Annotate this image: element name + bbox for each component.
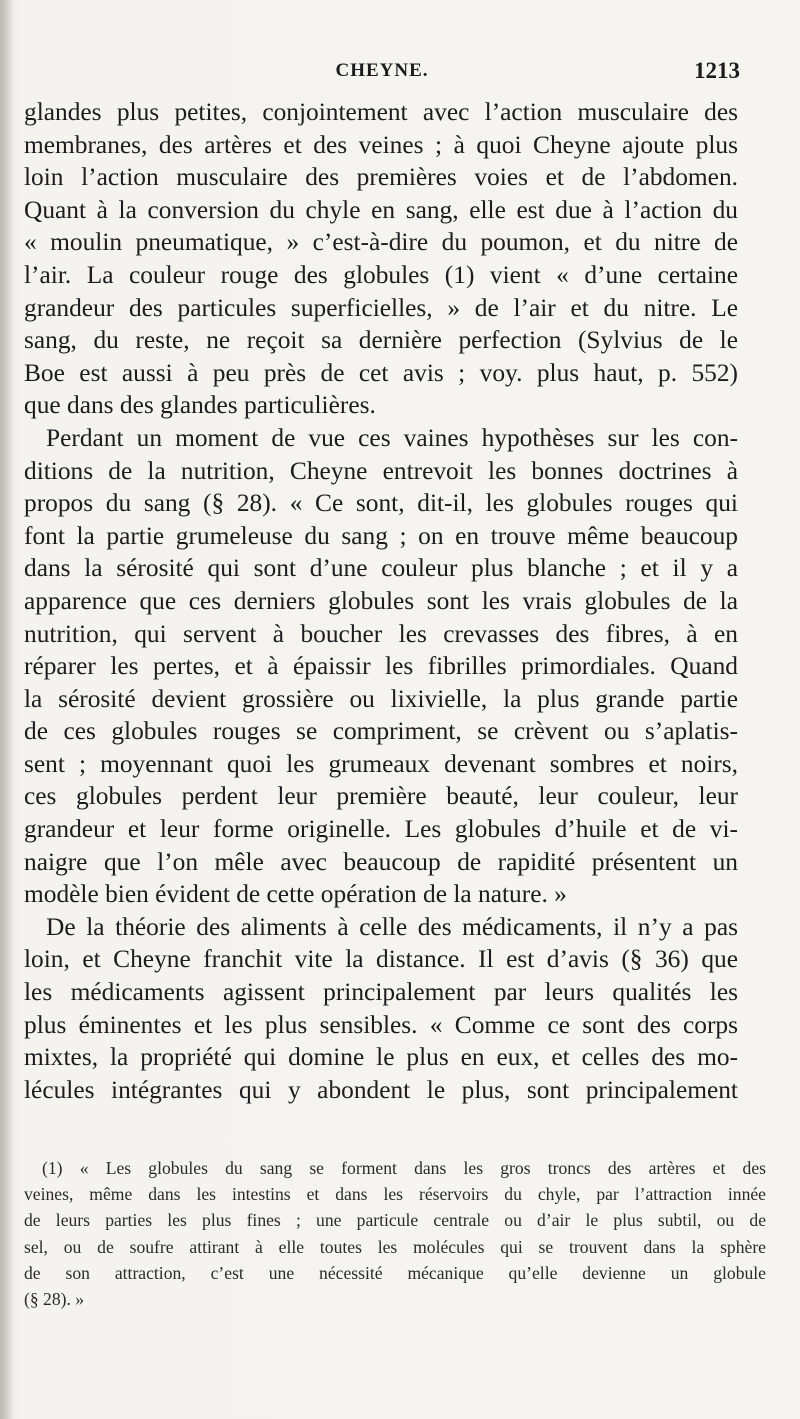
text-line: les médicaments agissent principalement par leurs qualités les [24, 978, 738, 1007]
text-line: « moulin pneumatique, » c’est-à-dire du poumon, et du nitre de [24, 228, 738, 257]
text-line: réparer les pertes, et à épaissir les fibrilles primordiales. Quand [24, 652, 738, 681]
footnote-line: de son attraction, c’est une nécessité mécanique qu’elle devienne un globule [24, 1262, 766, 1283]
page-number: 1213 [694, 58, 740, 83]
footnotes [24, 1155, 766, 1312]
text-line: apparence que ces derniers globules sont les vrais globules de la [24, 586, 738, 615]
text-line: plus éminentes et les plus sensibles. « Comme ce sont des corps [24, 1010, 738, 1039]
text-line: nutrition, qui servent à boucher les crevasses des fibres, à en [24, 619, 738, 648]
footnote-line: (1) « Les globules du sang se forment dans les gros troncs des artères et des [42, 1158, 766, 1178]
text-line: de ces globules rouges se compriment, se crèvent ou s’aplatis- [24, 717, 738, 746]
text-line: lécules intégrantes qui y abondent le plus, sont principalement [24, 1075, 738, 1104]
text-line: mixtes, la propriété qui domine le plus en eux, et celles des mo- [24, 1043, 738, 1072]
text-line: sang, du reste, ne reçoit sa dernière perfection (Sylvius de le [24, 326, 738, 355]
text-line: De la théorie des aliments à celle des médicaments, il n’y a pas [46, 912, 738, 941]
footnote-line: veines, même dans les intestins et dans les réservoirs du chyle, par l’attraction innée [24, 1184, 766, 1205]
text-line: l’air. La couleur rouge des globules (1) vient « d’une certaine [24, 260, 738, 289]
text-line: membranes, des artères et des veines ; à quoi Cheyne ajoute plus [24, 130, 738, 159]
running-title: CHEYNE. [335, 60, 429, 81]
running-head [24, 58, 740, 88]
text-line: la sérosité devient grossière ou lixivielle, la plus grande partie [24, 684, 738, 713]
text-line: ditions de la nutrition, Cheyne entrevoit les bonnes doctrines à [24, 456, 738, 485]
footnote-line: sel, ou de soufre attirant à elle toutes les molécules qui se trouvent dans la sphère [24, 1236, 766, 1257]
binding-shadow [0, 0, 14, 1419]
text-line: font la partie grumeleuse du sang ; on en trouve même beaucoup [24, 521, 738, 550]
body-text [24, 96, 738, 1106]
text-line: loin l’action musculaire des premières voies et de l’abdomen. [24, 163, 738, 192]
text-line: Boe est aussi à peu près de cet avis ; voy. plus haut, p. 552) [24, 358, 738, 387]
text-line: propos du sang (§ 28). « Ce sont, dit-il, les globules rouges qui [24, 489, 738, 518]
text-line: Quant à la conversion du chyle en sang, elle est due à l’action du [24, 195, 738, 224]
text-line: loin, et Cheyne franchit vite la distance. Il est d’avis (§ 36) que [24, 945, 738, 974]
text-line: naigre que l’on mêle avec beaucoup de rapidité présentent un [24, 847, 738, 876]
text-line: Perdant un moment de vue ces vaines hypothèses sur les con- [46, 423, 738, 452]
text-line: ces globules perdent leur première beauté, leur couleur, leur [24, 782, 738, 811]
text-line: glandes plus petites, conjointement avec l’action musculaire des [24, 98, 738, 126]
footnote-line: de leurs parties les plus fines ; une particule centrale ou d’air le plus subtil, ou de [24, 1210, 766, 1231]
text-line: dans la sérosité qui sont d’une couleur plus blanche ; et il y a [24, 554, 738, 583]
text-line: grandeur et leur forme originelle. Les globules d’huile et de vi- [24, 815, 738, 844]
text-line: que dans des glandes particulières. [24, 391, 376, 420]
footnote-line: (§ 28). » [24, 1288, 85, 1309]
text-line: grandeur des particules superficielles, » de l’air et du nitre. Le [24, 293, 738, 322]
text-line: sent ; moyennant quoi les grumeaux devenant sombres et noirs, [24, 749, 738, 778]
text-line: modèle bien évident de cette opération de la nature. » [24, 880, 567, 909]
